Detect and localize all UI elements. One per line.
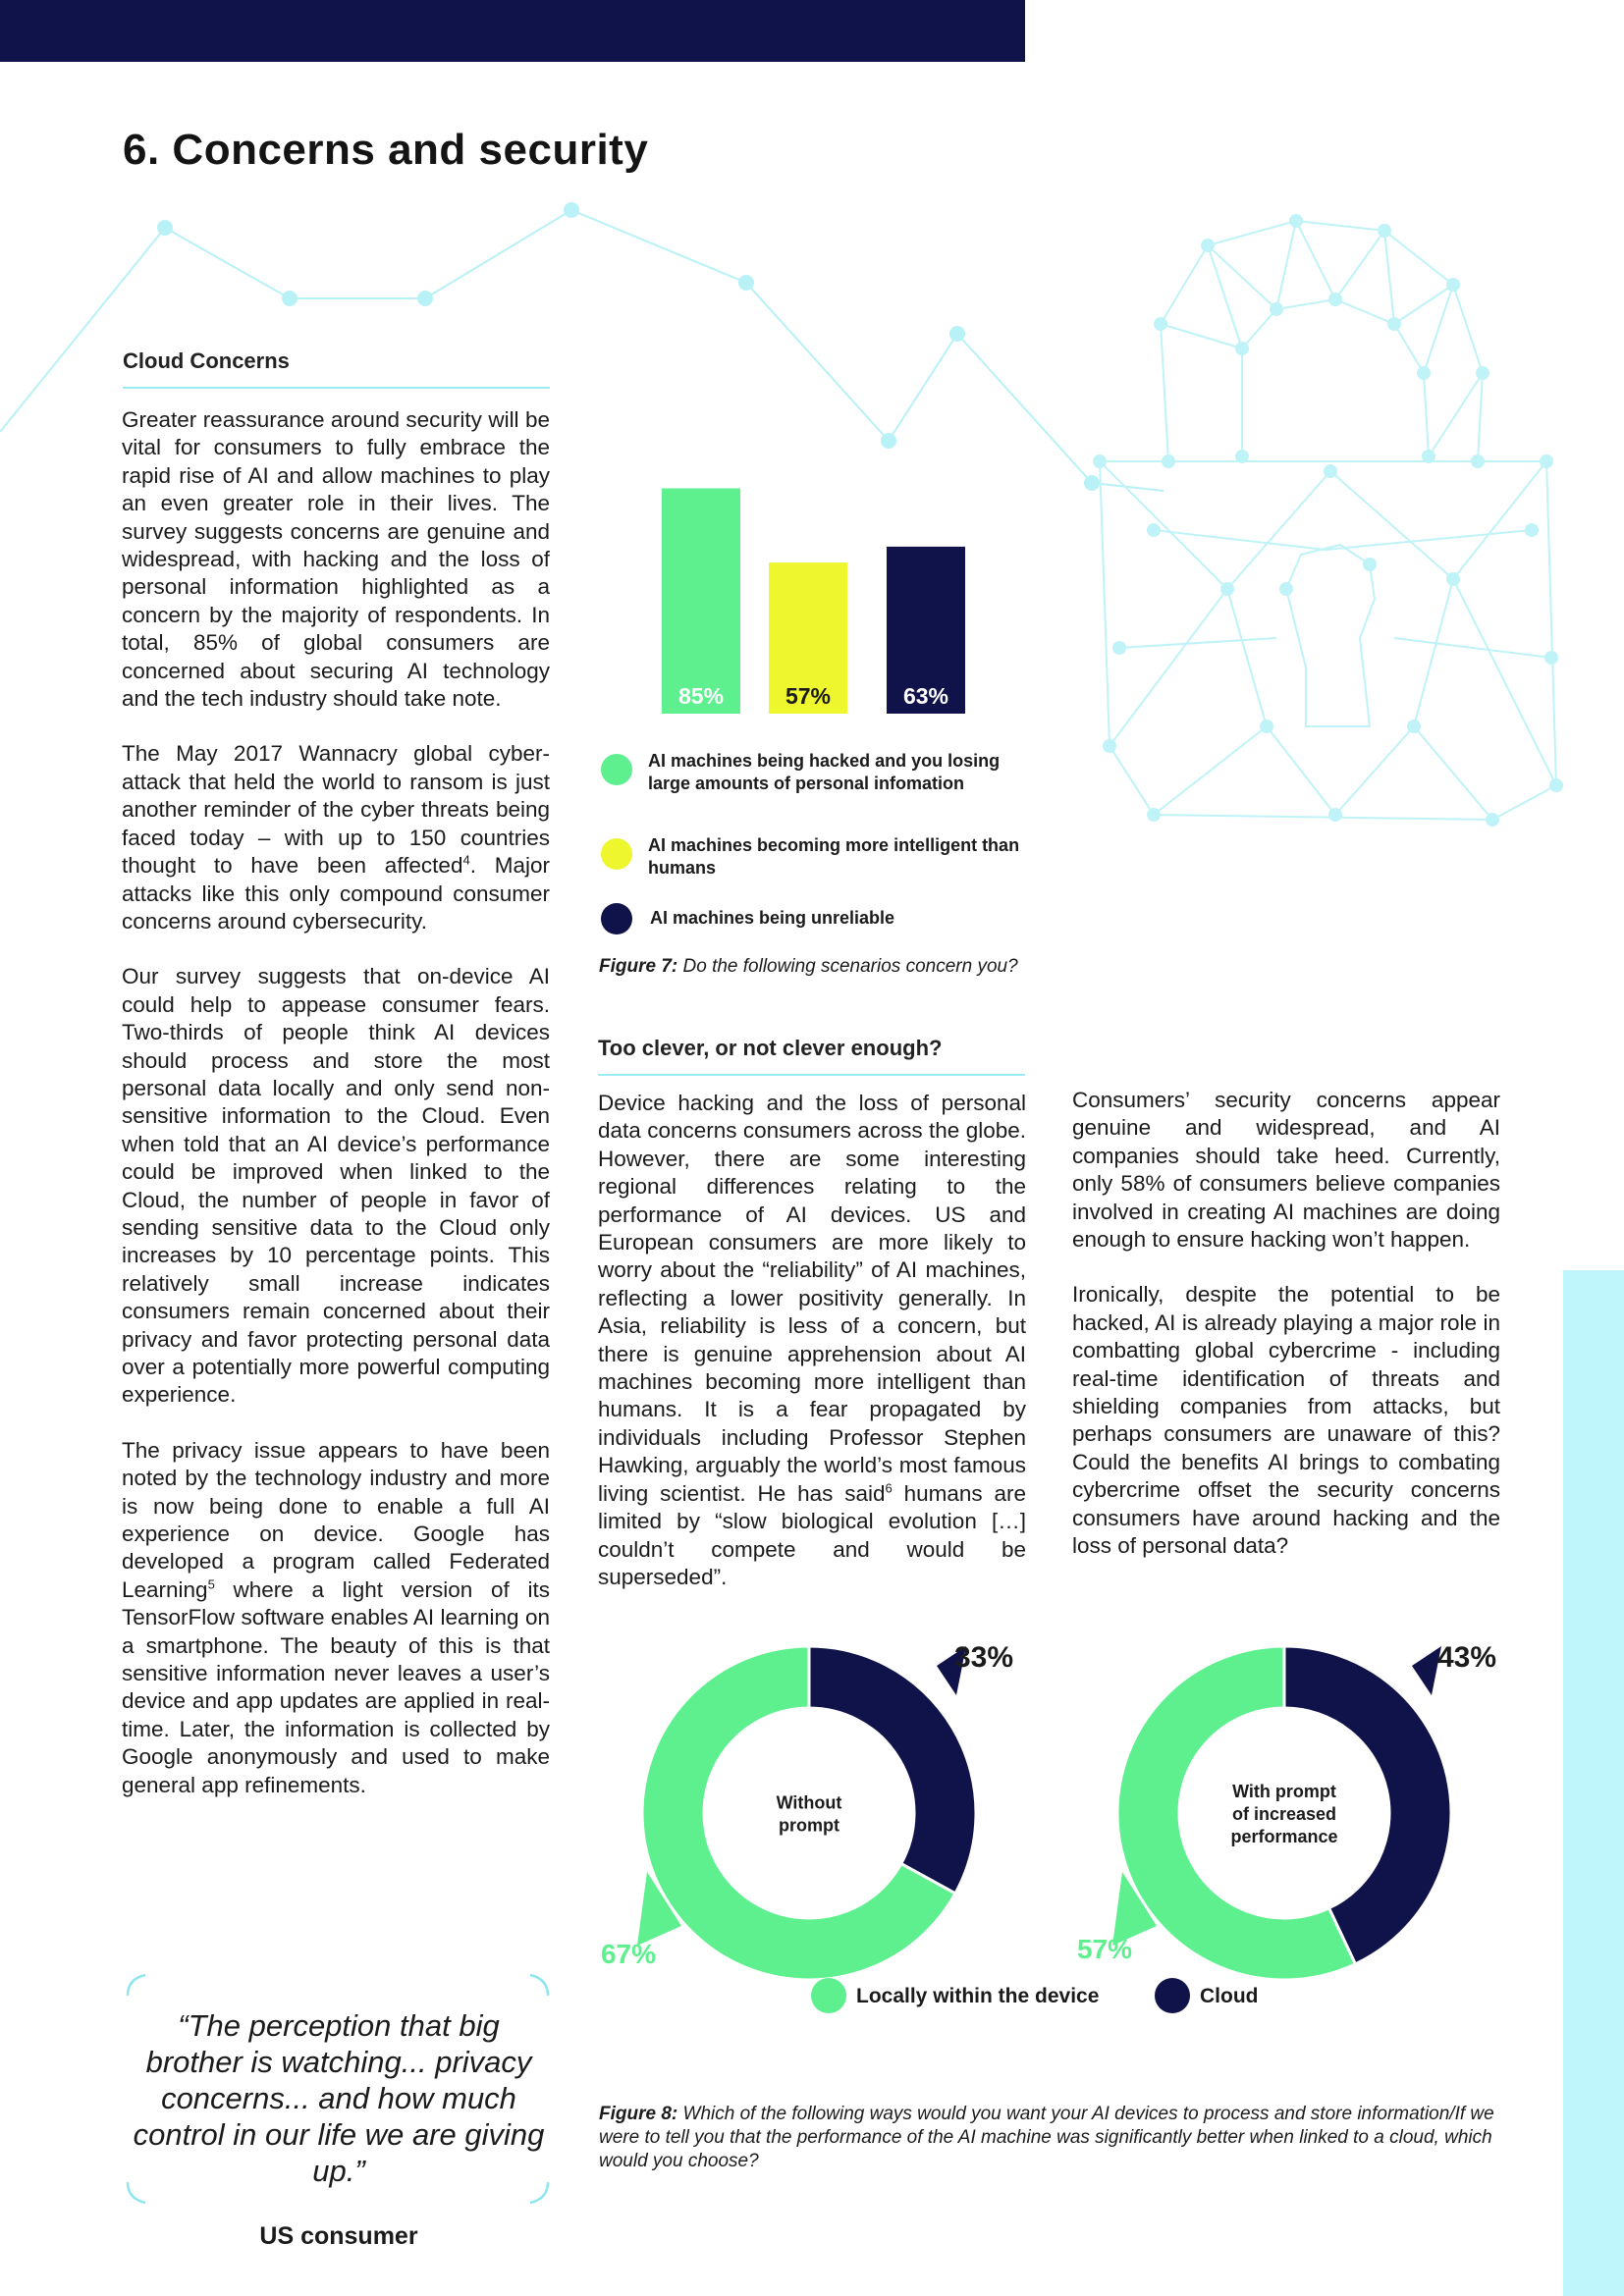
value-label-cloud: 43% — [1436, 1641, 1497, 1674]
figure8-donut-charts — [589, 1620, 1532, 2042]
too-clever-rule — [598, 1074, 1025, 1076]
paragraph: The May 2017 Wannacry global cyber-attack that held the world to ransom is just another reminder of the cyber threats being faced today – with up to 150 countries thought to have been affected$^4$. Major attacks like this only compound consumer concerns around cybersecurity. — [122, 741, 550, 934]
legend-label: AI machines being unreliable — [650, 908, 895, 928]
side-accent-bar — [1563, 1270, 1624, 2296]
paragraph: Ironically, despite the potential to be hacked, AI is already playing a major role in combatting global cybercrime - including real-time identification of threats and shielding companies from attacks, but perhaps consumers are unaware of this? Could the benefits AI brings to combating cybercrime offset the security concerns consumers have around hacking and the loss of personal data? — [1072, 1282, 1500, 1559]
value-label-local: 67% — [600, 1939, 657, 1969]
footnote-marker: 6 — [885, 1480, 893, 1496]
paragraph: Consumers’ security concerns appear genuine and widespread, and AI companies should take heed. Currently, only 58% of consumers believe companies involved in creating AI machines are doing enough to ensure hacking won’t happen. — [1072, 1088, 1500, 1253]
page-title: 6. Concerns and security — [123, 126, 649, 174]
legend-swatch — [601, 838, 632, 870]
cloud-concerns-rule — [123, 387, 550, 389]
legend-swatch — [601, 903, 632, 934]
paragraph: Greater reassurance around security will be vital for consumers to fully embrace the rapid rise of AI and allow machines to play an even greater role in their lives. The survey suggests concerns are genuine and widespread, with hacking and the loss of personal information highlighted as a concern by the majority of respondents. In total, 85% of global consumers are concerned about securing AI technology and the tech industry should take note. — [122, 407, 550, 712]
too-clever-heading: Too clever, or not clever enough? — [598, 1036, 943, 1060]
lock-icon — [1100, 221, 1556, 820]
pull-quote: “The perception that big brother is watching... privacy concerns... and how much control in our life we are giving up.” — [133, 2008, 545, 2188]
quote-author: US consumer — [259, 2222, 418, 2250]
figure8-caption: Figure 8: Which of the following ways would you want your AI devices to process and store information/If we were to tell you that the performance of the AI machine was significantly better when linked to a cloud, which would you choose? — [599, 2104, 1494, 2171]
bar-value-label-0: 85% — [677, 683, 725, 709]
legend-label: AI machines being hacked and you losing large amounts of personal infomation — [648, 751, 1001, 793]
donut-center-label: Without prompt — [776, 1792, 842, 1836]
donut-with-prompt — [1077, 1641, 1496, 1980]
legend-label: AI machines becoming more intelligent than humans — [648, 835, 1020, 878]
top-banner — [0, 0, 1025, 62]
legend-swatch — [601, 754, 632, 785]
lock-nodes — [1093, 214, 1563, 827]
bar-value-label-2: 63% — [902, 683, 949, 709]
legend-swatch — [1155, 1978, 1190, 2013]
footnote-marker: 4 — [462, 852, 470, 868]
paragraph: Device hacking and the loss of personal data concerns consumers across the globe. However, there are some interesting regional differences relating to the performance of AI devices. US and European consumers are more likely to worry about the “reliability” of AI machines, reflecting a lower positivity generally. In Asia, reliability is less of a concern, but there is genuine apprehension about AI machines becoming more intelligent than humans. It is a fear propagated by individuals including Professor Stephen Hawking, arguably the world’s most famous living scientist. He has said$^6$ humans are limited by “slow biological evolution […] couldn’t compete and would be superseded”. — [598, 1091, 1026, 1589]
donut-center-label: With prompt of increased performance — [1230, 1782, 1338, 1846]
value-label-local: 57% — [1076, 1934, 1133, 1964]
footnote-marker: 5 — [207, 1576, 215, 1592]
paragraph: The privacy issue appears to have been noted by the technology industry and more is now being done to enable a full AI experience on device. Google has developed a program called Federated Learning$^5$ where a light version of its TensorFlow software enables AI learning on a smartphone. The beauty of this is that sensitive information never leaves a user’s device and app updates are applied in real-time. Later, the information is collected by Google anonymously and used to make general app refinements. — [122, 1437, 550, 1797]
security-body — [1072, 1087, 1500, 1588]
legend-label: Cloud — [1200, 1985, 1259, 2007]
value-label-cloud: 33% — [953, 1641, 1014, 1674]
cloud-concerns-heading: Cloud Concerns — [123, 348, 290, 373]
paragraph: Our survey suggests that on-device AI could help to appease consumer fears. Two-thirds of people think AI devices should process and store the most personal data locally and only send non-sensitive information to the Cloud. Even when told that an AI device’s performance could be improved when linked to the Cloud, the number of people in favor of sending sensitive data to the Cloud only increases by 10 percentage points. This relatively small increase indicates consumers remain concerned about their privacy and favor protecting personal data over a potentially more powerful computing experience. — [122, 964, 550, 1408]
figure7-bar-chart — [589, 481, 1021, 717]
figure7-caption: Figure 7: Do the following scenarios concern you? — [599, 956, 1018, 977]
bar-0 — [662, 489, 740, 715]
bar-value-label-1: 57% — [785, 683, 832, 709]
legend-swatch — [811, 1978, 846, 2013]
cloud-concerns-body — [122, 406, 550, 1827]
too-clever-body — [598, 1090, 1026, 1619]
donut-without-prompt — [601, 1641, 1013, 1980]
legend-label: Locally within the device — [856, 1985, 1100, 2007]
